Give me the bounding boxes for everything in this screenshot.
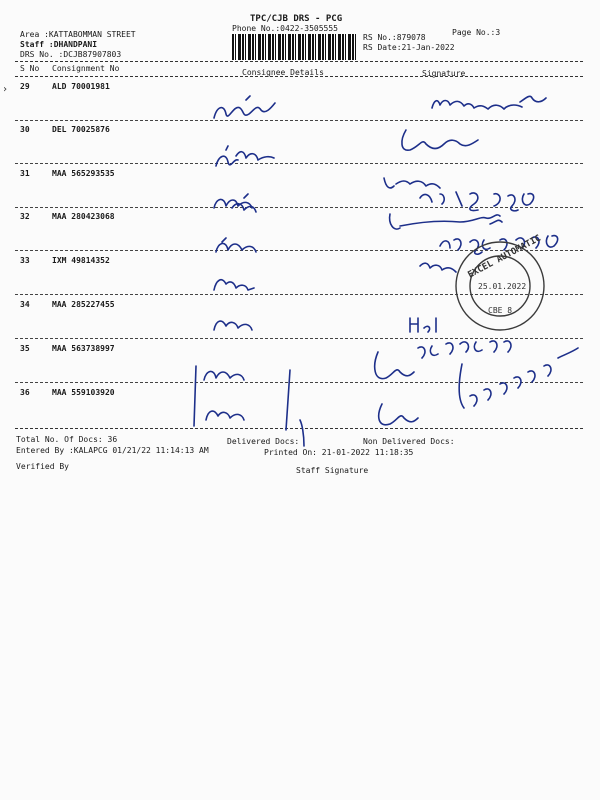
- row-33-sno: 33: [20, 256, 30, 265]
- row-divider: [15, 163, 583, 164]
- row-31-consignment: MAA 565293535: [52, 169, 115, 178]
- header-top-divider: [15, 61, 583, 62]
- row-divider: [15, 120, 583, 121]
- stamp-date: 25.01.2022: [478, 282, 527, 291]
- column-header-sno: S No: [20, 64, 40, 73]
- row-32-consignment: MAA 280423068: [52, 212, 115, 221]
- printed-on: Printed On: 21-01-2022 11:18:35: [264, 448, 414, 457]
- row-34-consignment: MAA 285227455: [52, 300, 115, 309]
- header-bottom-divider: [15, 76, 583, 77]
- staff-field: Staff :DHANDPANI: [20, 40, 98, 49]
- stamp-bottom-text: CBE 8: [488, 306, 513, 315]
- row-29-sno: 29: [20, 82, 30, 91]
- page-number: Page No.:3: [452, 28, 501, 37]
- row-divider: [15, 382, 583, 383]
- row-divider: [15, 250, 583, 251]
- phone-number: Phone No.:0422-3505555: [232, 24, 338, 33]
- row-36-consignment: MAA 559103920: [52, 388, 115, 397]
- barcode: [232, 34, 356, 60]
- non-delivered-docs: Non Delivered Docs:: [363, 437, 455, 446]
- column-header-signature: Signature: [422, 69, 466, 78]
- rs-date: RS Date:21-Jan-2022: [363, 43, 455, 52]
- area-field: Area :KATTABOMMAN STREET: [20, 30, 136, 39]
- row-32-sno: 32: [20, 212, 30, 221]
- staff-signature-label: Staff Signature: [296, 466, 369, 475]
- verified-by: Verified By: [16, 462, 69, 471]
- row-35-consignment: MAA 563738997: [52, 344, 115, 353]
- row-30-consignment: DEL 70025876: [52, 125, 110, 134]
- entered-by: Entered By :KALAPCG 01/21/22 11:14:13 AM: [16, 446, 209, 455]
- row-34-sno: 34: [20, 300, 30, 309]
- stamp-top-text: EXCEL AUTOMATIC: [466, 233, 543, 281]
- row-36-sno: 36: [20, 388, 30, 397]
- punch-mark: ›: [2, 84, 9, 95]
- row-divider: [15, 294, 583, 295]
- total-docs: Total No. Of Docs: 36: [16, 435, 118, 444]
- row-35-sno: 35: [20, 344, 30, 353]
- row-divider: [15, 338, 583, 339]
- rs-number: RS No.:879078: [363, 33, 426, 42]
- delivered-docs: Delivered Docs:: [227, 437, 300, 446]
- table-bottom-divider: [15, 428, 583, 429]
- column-header-consignee: Consignee Details: [242, 68, 324, 77]
- row-divider: [15, 207, 583, 208]
- row-30-sno: 30: [20, 125, 30, 134]
- row-33-consignment: IXM 49814352: [52, 256, 110, 265]
- row-29-consignment: ALD 70001981: [52, 82, 110, 91]
- column-header-consignment: Consignment No: [52, 64, 120, 73]
- drs-number: DRS No. :DCJB87907803: [20, 50, 122, 59]
- row-31-sno: 31: [20, 169, 30, 178]
- document-title: TPC/CJB DRS - PCG: [250, 14, 343, 24]
